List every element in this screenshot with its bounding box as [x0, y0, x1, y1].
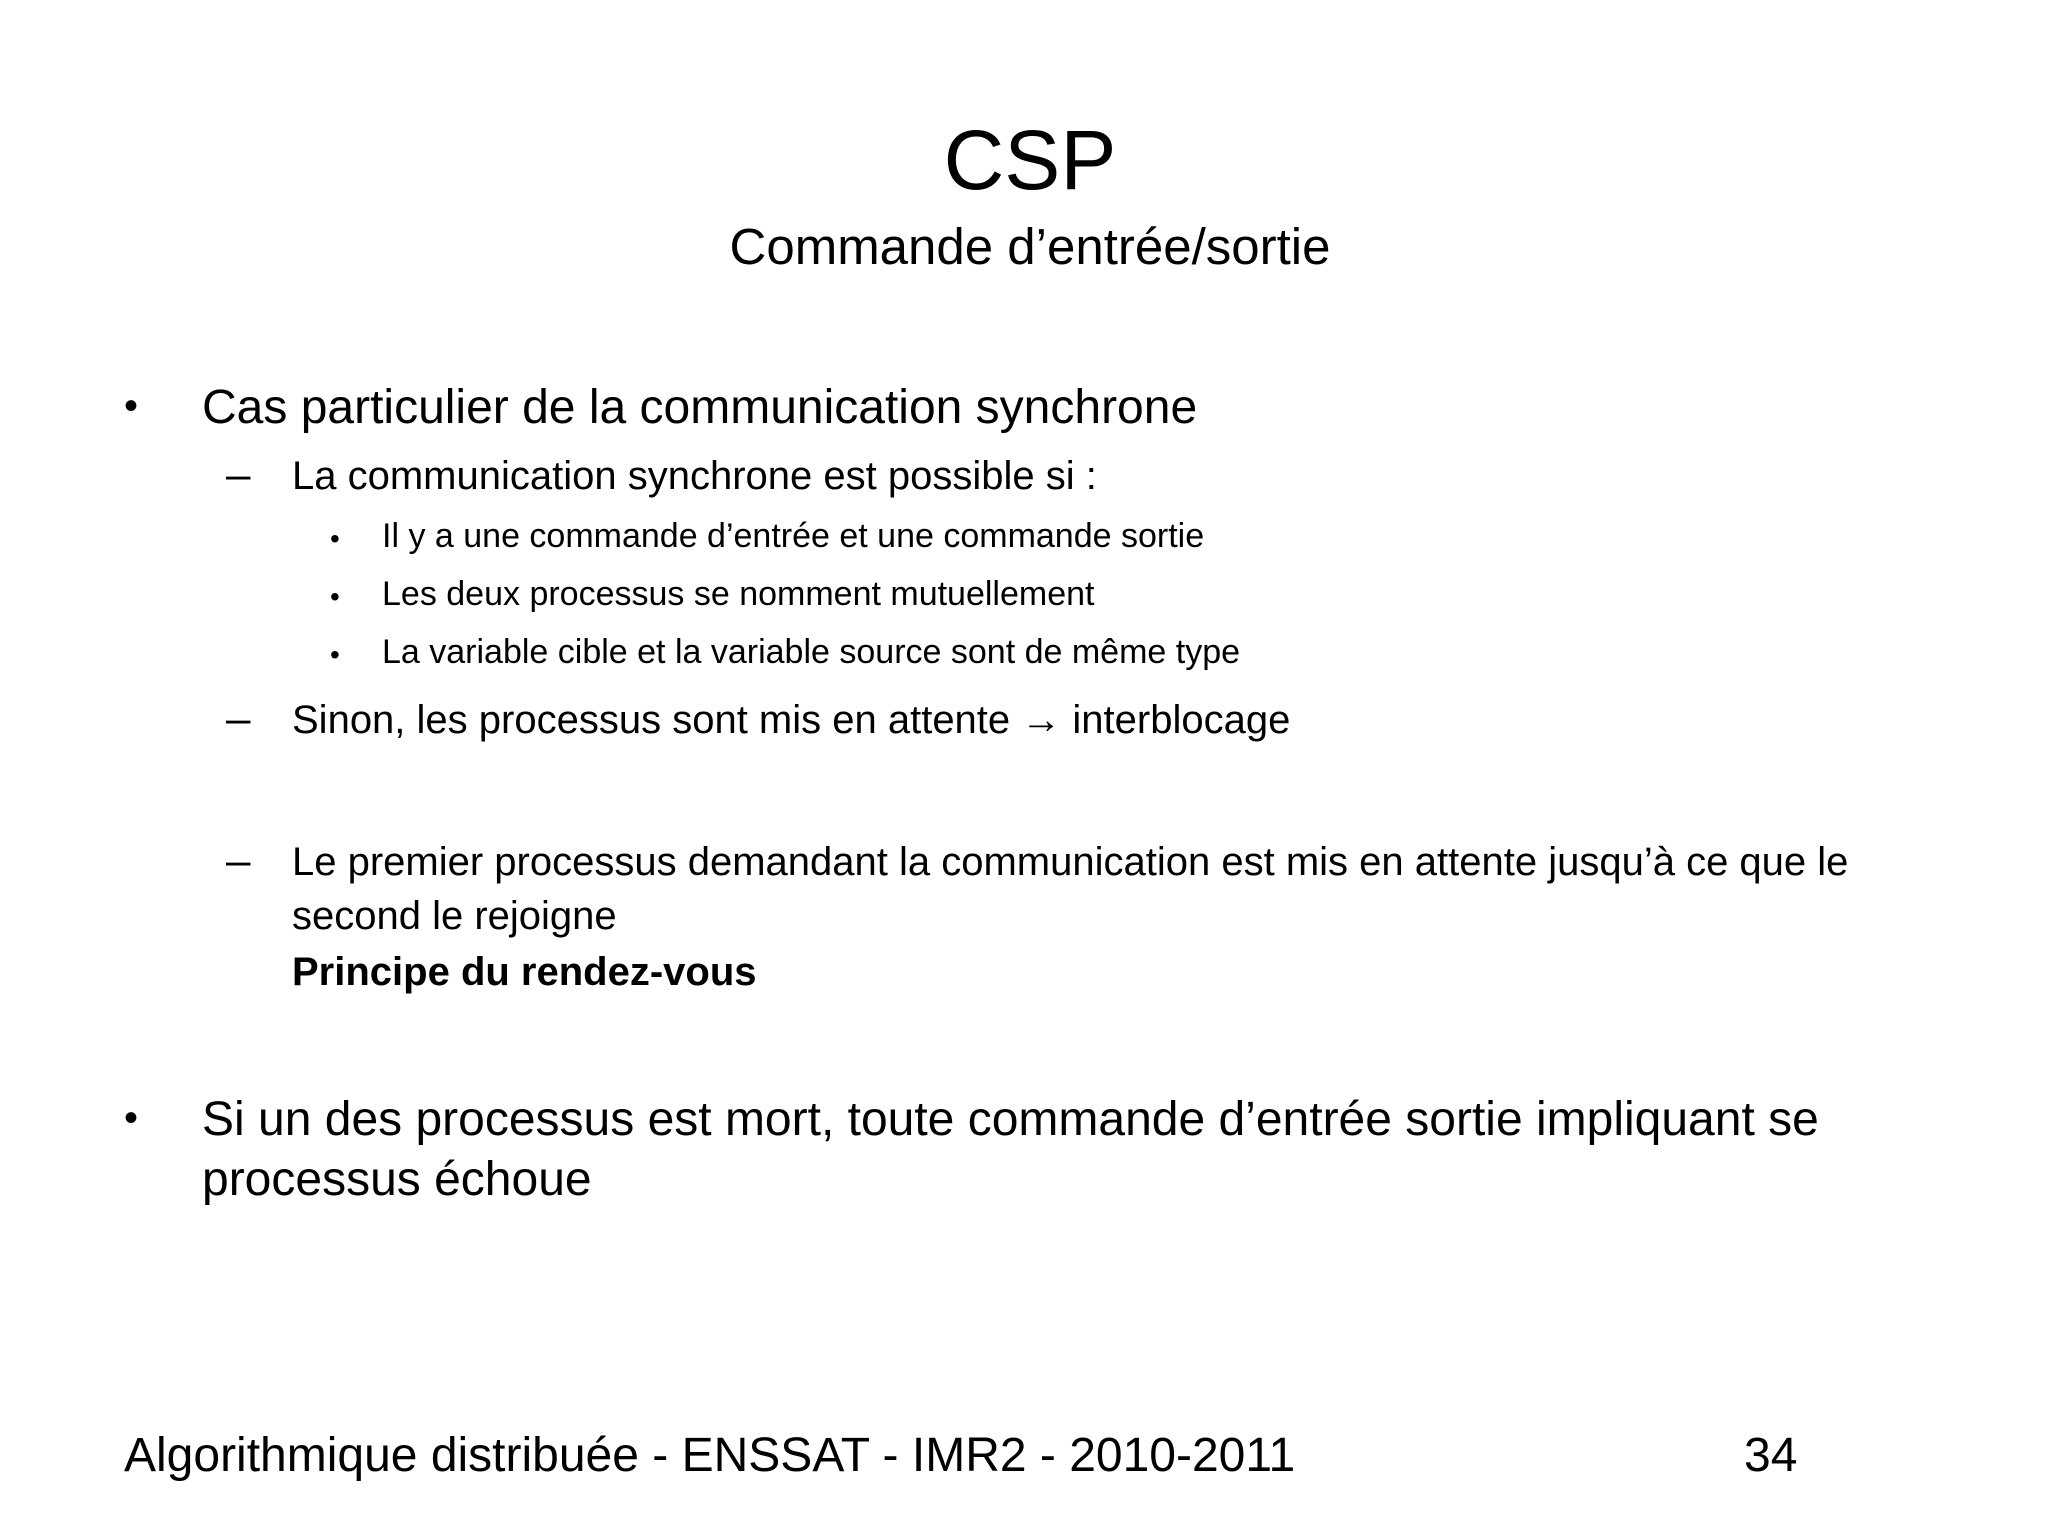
bullet-marker: •	[124, 1096, 139, 1140]
sub-bullet-marker: •	[330, 639, 340, 670]
sub-bullet-text-types: La variable cible et la variable source sont de même type	[382, 633, 1241, 671]
sub-bullet-marker: •	[330, 581, 340, 612]
bullet-text-process-dead: Si un des processus est mort, toute commande d’entrée sortie impliquant se processus échoue	[202, 1093, 1819, 1206]
slide-subtitle: Commande d’entrée/sortie	[729, 218, 1331, 275]
dash-text-rendezvous: Principe du rendez-vous	[292, 950, 757, 994]
dash-marker: –	[226, 694, 251, 743]
dash-marker: –	[226, 450, 251, 499]
dash-marker: –	[226, 836, 251, 885]
footer-text: Algorithmique distribuée - ENSSAT - IMR2 - 2010-2011	[124, 1429, 1296, 1482]
slide-title: CSP	[943, 113, 1117, 207]
page-number: 34	[1744, 1429, 1798, 1482]
bullet-marker: •	[124, 384, 139, 428]
bullet-text-synchronous: Cas particulier de la communication synchrone	[202, 381, 1198, 434]
dash-text-first-process: Le premier processus demandant la communication est mis en attente jusqu’à ce que le second le rejoigne	[292, 840, 1849, 938]
sub-bullet-marker: •	[330, 523, 340, 554]
sub-bullet-text-commands: Il y a une commande d’entrée et une commande sortie	[382, 517, 1205, 555]
sub-bullet-text-naming: Les deux processus se nomment mutuellement	[382, 575, 1095, 613]
dash-text-possible-if: La communication synchrone est possible si :	[292, 454, 1097, 498]
dash-text-deadlock: Sinon, les processus sont mis en attente → interblocage	[292, 698, 1291, 742]
